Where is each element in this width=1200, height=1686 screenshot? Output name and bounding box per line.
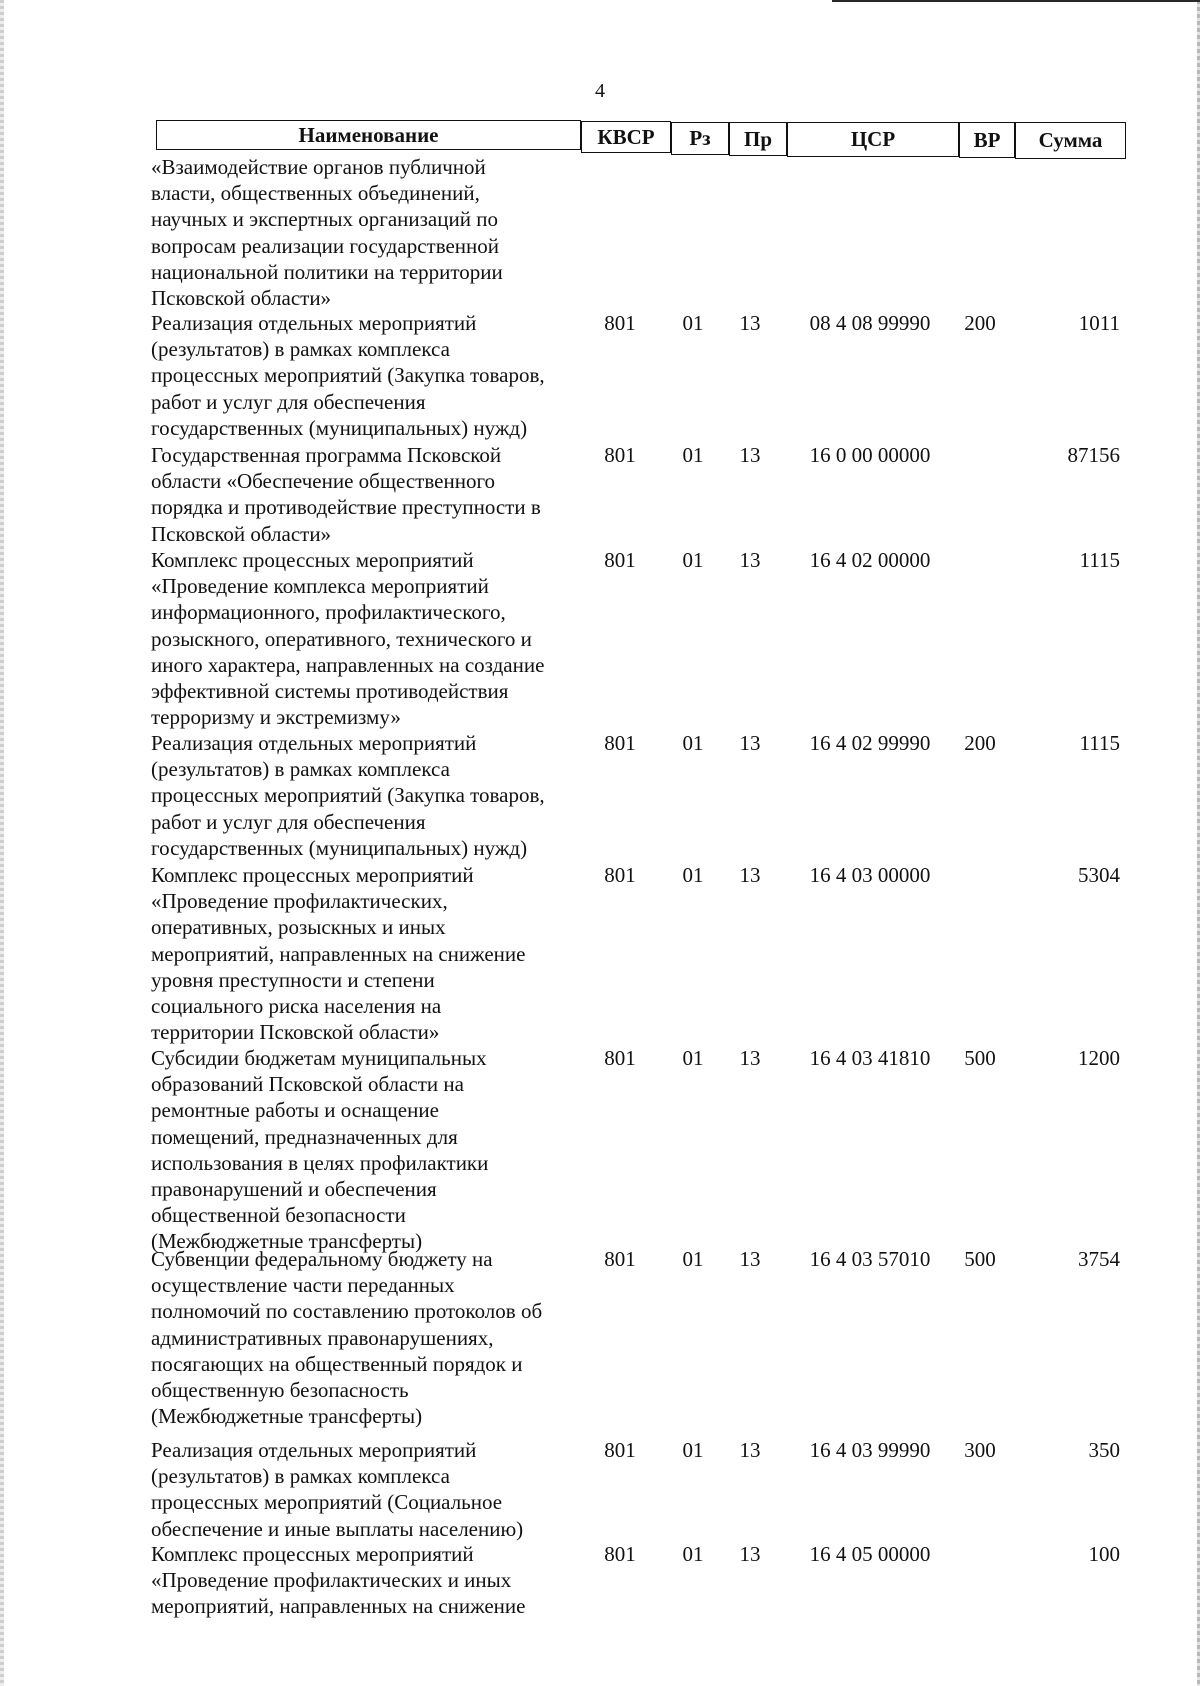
row-sum: 1115 [1079, 548, 1120, 572]
row-kvsr: 801 [604, 1438, 636, 1462]
row-name [151, 1437, 581, 1542]
row-sum: 87156 [1067, 443, 1120, 467]
row-name-line: Государственная программа Псковской [151, 443, 502, 467]
row-csr: 16 4 03 41810 [809, 1046, 931, 1070]
row-name-line: (Межбюджетные трансферты) [151, 1229, 423, 1254]
row-pr: 13 [739, 443, 761, 467]
row-pr: 13 [739, 863, 761, 887]
row-pr: 13 [739, 1247, 761, 1271]
header-csr: ЦСР [787, 122, 959, 157]
row-name-line: образований Псковской области на [151, 1072, 464, 1097]
row-name-line: Комплекс процессных мероприятий [151, 863, 474, 887]
row-rz: 01 [682, 731, 704, 755]
row-name-line: помещений, предназначенных для [151, 1124, 458, 1149]
row-name-line: государственных (муниципальных) нужд) [151, 835, 528, 860]
row-name-line: оперативных, розыскных и иных [151, 915, 446, 940]
row-sum: 5304 [1078, 863, 1120, 887]
row-pr: 13 [739, 1542, 761, 1566]
row-vr: 500 [964, 1247, 996, 1271]
row-name-line: Субвенции федеральному бюджету на [151, 1247, 493, 1271]
row-name [151, 1246, 581, 1429]
row-name-line: информационного, профилактического, [151, 600, 506, 625]
header-kvsr: КВСР [581, 121, 671, 153]
row-name-line: мероприятий, направленных на снижение [151, 941, 526, 966]
row-name-line: процессных мероприятий (Закупка товаров, [151, 363, 545, 388]
row-pr: 13 [739, 548, 761, 572]
row-name-line: «Проведение профилактических, [151, 889, 448, 914]
row-kvsr: 801 [604, 1247, 636, 1271]
scan-top-line [832, 0, 1200, 2]
row-csr: 16 4 03 57010 [809, 1247, 931, 1271]
row-name-line: национальной политики на территории [151, 259, 503, 284]
row-name [151, 442, 581, 547]
row-name-line: терроризму и экстремизму» [151, 705, 401, 730]
row-kvsr: 801 [604, 1046, 636, 1070]
row-name-line: Псковской области» [151, 521, 332, 546]
row-name [151, 547, 581, 730]
row-kvsr: 801 [604, 863, 636, 887]
row-csr: 08 4 08 99990 [809, 311, 931, 335]
row-name-line: Реализация отдельных мероприятий [151, 1438, 477, 1462]
row-name-line: «Взаимодействие органов публичной [151, 155, 486, 179]
row-kvsr: 801 [604, 311, 636, 335]
row-csr: 16 4 05 00000 [809, 1542, 931, 1566]
row-vr: 300 [964, 1438, 996, 1462]
row-name-line: вопросам реализации государственной [151, 233, 500, 258]
row-sum: 100 [1088, 1542, 1120, 1566]
row-name-line: обеспечение и иные выплаты населению) [151, 1516, 524, 1541]
row-name-line: розыскного, оперативного, технического и [151, 626, 532, 651]
page-number [0, 80, 1200, 103]
row-sum: 1115 [1079, 731, 1120, 755]
row-name-line: процессных мероприятий (Закупка товаров, [151, 783, 545, 808]
row-name-line: «Проведение профилактических и иных [151, 1568, 512, 1593]
row-rz: 01 [682, 548, 704, 572]
row-sum: 3754 [1078, 1247, 1120, 1271]
row-name-line: территории Псковской области» [151, 1020, 440, 1045]
row-name [151, 1045, 581, 1255]
row-kvsr: 801 [604, 731, 636, 755]
row-pr: 13 [739, 731, 761, 755]
row-rz: 01 [682, 1438, 704, 1462]
row-name-line: Субсидии бюджетам муниципальных [151, 1046, 487, 1070]
row-name-line: власти, общественных объединений, [151, 181, 480, 206]
row-name-line: процессных мероприятий (Социальное [151, 1490, 503, 1515]
row-name-line: осуществление части переданных [151, 1273, 455, 1298]
row-rz: 01 [682, 1542, 704, 1566]
row-vr: 200 [964, 731, 996, 755]
row-name [151, 310, 581, 441]
row-name-line: (результатов) в рамках комплекса [151, 757, 450, 782]
row-name-line: ремонтные работы и оснащение [151, 1098, 439, 1123]
header-vr: ВР [959, 122, 1015, 158]
row-csr: 16 4 03 99990 [809, 1438, 931, 1462]
row-name-line: уровня преступности и степени [151, 967, 435, 992]
header-rz: Рз [671, 122, 729, 155]
row-kvsr: 801 [604, 548, 636, 572]
row-rz: 01 [682, 443, 704, 467]
row-sum: 1011 [1078, 311, 1120, 335]
row-pr: 13 [739, 1438, 761, 1462]
row-name-line: работ и услуг для обеспечения [151, 809, 426, 834]
row-kvsr: 801 [604, 443, 636, 467]
row-name [151, 1541, 581, 1620]
row-name-line: мероприятий, направленных на снижение [151, 1594, 526, 1619]
row-name-line: научных и экспертных организаций по [151, 207, 498, 232]
row-name-line: использования в целях профилактики [151, 1150, 489, 1175]
header-pr: Пр [729, 122, 787, 156]
row-name-line: Комплекс процессных мероприятий [151, 548, 474, 572]
scan-edge-left [0, 0, 4, 1686]
row-name [151, 730, 581, 861]
row-name-line: Реализация отдельных мероприятий [151, 311, 477, 335]
row-rz: 01 [682, 863, 704, 887]
row-name-line: административных правонарушениях, [151, 1325, 494, 1350]
row-name-line: работ и услуг для обеспечения [151, 389, 426, 414]
row-rz: 01 [682, 311, 704, 335]
row-name-line: общественную безопасность [151, 1378, 409, 1403]
row-name-line: «Проведение комплекса мероприятий [151, 574, 489, 599]
row-sum: 1200 [1078, 1046, 1120, 1070]
row-name-line: государственных (муниципальных) нужд) [151, 415, 528, 440]
row-name-line: правонарушений и обеспечения [151, 1177, 437, 1202]
row-rz: 01 [682, 1247, 704, 1271]
row-name-line: области «Обеспечение общественного [151, 469, 496, 494]
row-name-line: общественной безопасности [151, 1203, 406, 1228]
row-vr: 200 [964, 311, 996, 335]
row-name-line: Комплекс процессных мероприятий [151, 1542, 474, 1566]
row-name-line: Реализация отдельных мероприятий [151, 731, 477, 755]
row-csr: 16 4 03 00000 [809, 863, 931, 887]
row-csr: 16 4 02 99990 [809, 731, 931, 755]
row-pr: 13 [739, 311, 761, 335]
row-csr: 16 4 02 00000 [809, 548, 931, 572]
row-name-line: иного характера, направленных на создание [151, 652, 545, 677]
row-name-line: Псковской области» [151, 286, 332, 311]
row-csr: 16 0 00 00000 [809, 443, 931, 467]
row-rz: 01 [682, 1046, 704, 1070]
page-number-text: 4 [595, 80, 605, 102]
row-name-line: (результатов) в рамках комплекса [151, 337, 450, 362]
row-sum: 350 [1088, 1438, 1120, 1462]
row-name-line: социального риска населения на [151, 994, 442, 1019]
row-name [151, 154, 581, 311]
row-name [151, 862, 581, 1045]
row-name-line: (результатов) в рамках комплекса [151, 1464, 450, 1489]
header-sum: Сумма [1015, 122, 1126, 159]
row-pr: 13 [739, 1046, 761, 1070]
row-name-line: полномочий по составлению протоколов об [151, 1299, 543, 1324]
row-kvsr: 801 [604, 1542, 636, 1566]
header-name: Наименование [156, 120, 581, 150]
row-name-line: порядка и противодействие преступности в [151, 495, 541, 520]
row-vr: 500 [964, 1046, 996, 1070]
row-name-line: эффективной системы противодействия [151, 679, 509, 704]
row-name-line: посягающих на общественный порядок и [151, 1351, 523, 1376]
row-name-line: (Межбюджетные трансферты) [151, 1404, 423, 1429]
